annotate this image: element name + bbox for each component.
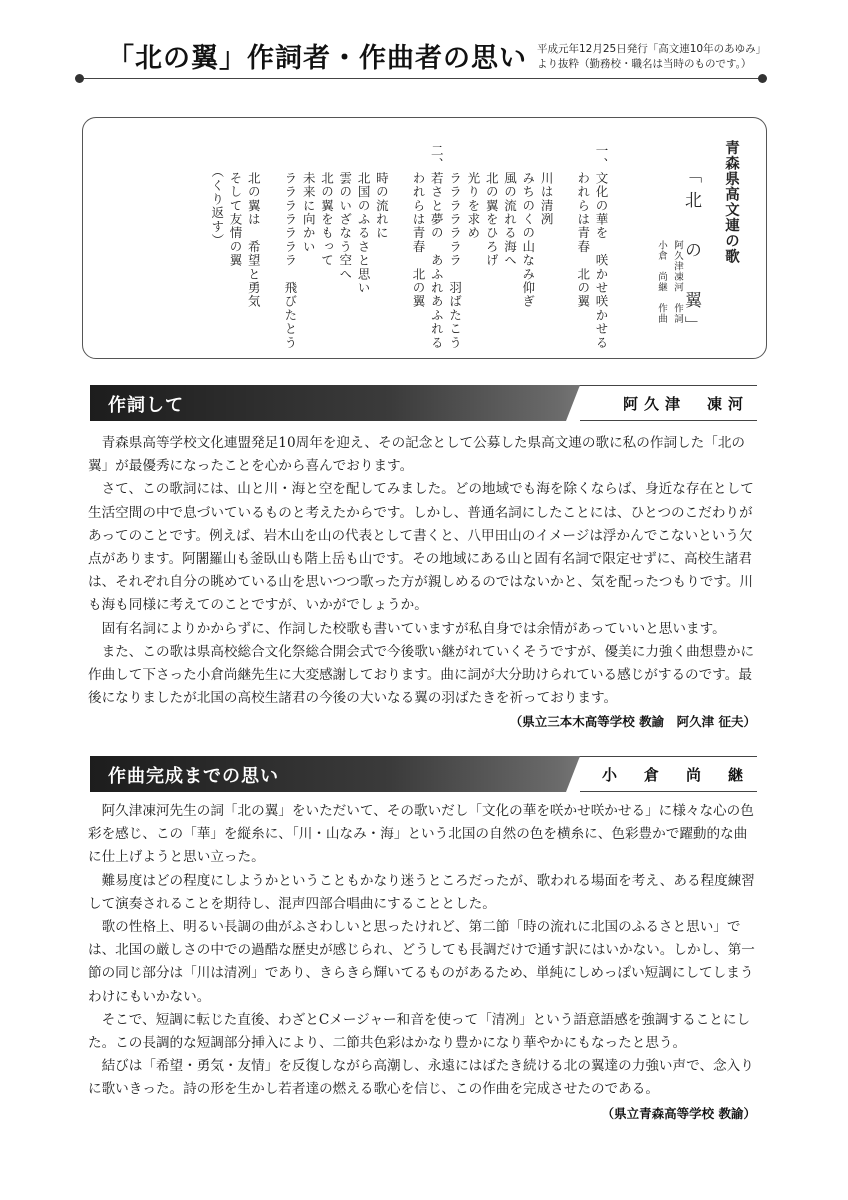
verse-line: 時の流れに [374,144,390,240]
verse-line: われらは青春 北の翼 [411,144,426,309]
verse-line: 風の流れる海へ [502,144,518,268]
paragraph: 結びは「希望・勇気・友情」を反復しながら高潮し、永遠にはばたき続ける北の翼達の力強い声で、念入りに歌いきった。詩の形を生かし若者達の燃える歌心を信じ、この作曲を完成させたのである。 [88,1058,754,1098]
paragraph: 歌の性格上、明るい長調の曲がふさわしいと思ったけれど、第二節「時の流れに北国のふるさと思い」では、北国の厳しさの中での過酷な歴史が感じられ、どうしても長調だけで通す訳にはいかない。しかし、第一節の同じ部分は「川は清冽」であり、きらきら輝いてるものがあるため、単純にしめっぽい短調にしてしまうわけにもいかない。 [88,919,755,1005]
section-body-lyricist [88,432,760,710]
paragraph: 難易度はどの程度にしようかということもかなり迷うところだったが、歌われる場面を考え、ある程度練習して演奏されることを期待し、混声四部合唱曲にすることとした。 [88,872,755,912]
page-header [75,36,775,96]
verse-line: 光りを求め [465,144,481,240]
verse-line: 雲のいざなう空へ [337,144,353,281]
paragraph: さて、この歌詞には、山と川・海と空を配してみました。どの地域でも海を除くならば、身近な存在として生活空間の中で息づいているものと考えたからです。しかし、普通名詞にしたことには、ひとつのこだわりがあってのことです。例えば、岩木山を山の代表として書くと、八甲田山のイメージは浮かんでこないという欠点があります。阿闍羅山も釜臥山も階上岳も山です。その地域にある山と固有名詞で限定せずに、高校生諸君は、それぞれ自分の眺めている山を思いつつ歌った方が親しめるのではないかと、気を配ったつもりです。川も海も同様に考えてのことですが、いかがでしょうか。 [88,481,754,614]
song-title: 「北 の 翼」 [681,166,701,341]
author-box-composer [579,756,757,792]
section-bar-lyricist [90,385,757,421]
verse-line: 北国のふるさと思い [356,144,372,295]
source-note-line2: より抜粋（勤務校・職名は当時のものです。） [537,58,752,70]
source-note [537,42,766,72]
verse-line: ラララララララ 羽ばたこう [447,144,463,350]
signature-lyricist: （県立三本木高等学校 教諭 阿久津 征夫） [509,714,756,729]
song-lyrics-box [82,117,767,359]
song-heading: 青森県高文連の歌 [723,140,739,264]
section-author-composer: 小 倉 尚 継 [601,766,749,784]
paragraph: そこで、短調に転じた直後、わざとCメージャー和音を使って「清冽」という語意語感を強調することにした。この長調的な短調部分挿入により、二節共色彩はかなり豊かになり華やかにもなったと思う。 [88,1011,751,1052]
section-author-lyricist: 阿久津 凍河 [622,395,749,413]
signature-composer: （県立青森高等学校 教諭） [601,1106,756,1121]
section-bar-composer [90,756,757,792]
verse-line: ラララララララ 飛びたとう [282,144,298,350]
header-rule-dot-right [758,74,767,83]
section-title-composer: 作曲完成までの思い [108,766,279,787]
verse-line: 二、若さと夢の あふれあふれる [429,144,445,350]
paragraph: 青森県高等学校文化連盟発足10周年を迎え、その記念として公募した県高文連の歌に私の作詞した「北の翼」が最優秀になったことを心から喜んでおります。 [88,435,746,475]
verse-line: 北の翼をもって [319,144,335,268]
section-body-composer [88,800,760,1102]
header-rule-dot-left [75,74,84,83]
verse-line: 未来に向かい [301,144,317,254]
verse-line: 川は清冽 [539,144,555,227]
page-title: 「北の翼」作詞者・作曲者の思い [107,43,527,74]
header-rule [79,78,762,79]
verse-line: 北の翼は 希望と勇気 [246,144,262,309]
verse-line: （くり返す） [209,144,225,248]
paragraph: 阿久津凍河先生の詞「北の翼」をいただいて、その歌いだし「文化の華を咲かせ咲かせる」に様々な心の色彩を感じ、この「華」を縦糸に、「川・山なみ・海」という北国の自然の色を横糸に、色彩豊かで躍動的な曲に仕上げようと思い立った。 [88,803,754,866]
verse-line: われらは青春 北の翼 [575,144,591,309]
verse-line: 一、文化の華を 咲かせ咲かせる [594,144,609,350]
song-composer: 小倉 尚継 作曲 [656,240,667,324]
section-title-lyricist: 作詞して [108,395,184,416]
paragraph: また、この歌は県高校総合文化祭総合開会式で今後歌い継がれていくそうですが、優美に力強く曲想豊かに作曲して下さった小倉尚継先生に大変感謝しております。曲に詞が大分助けられている感じがするのです。最後になりましたが北国の高校生諸君の今後の大いなる翼の羽ばたきを祈っております。 [88,643,755,707]
verse-line: 北の翼をひろげ [484,144,500,268]
source-note-line1: 平成元年12月25日発行「高文連10年のあゆみ」 [537,43,767,55]
song-lyricist: 阿久津凍河 作詞 [672,240,683,324]
paragraph: 固有名詞によりかからずに、作詞した校歌も書いていますが私自身では余情があっていいと思います。 [101,620,726,637]
verse-line: そして友情の翼 [228,144,243,268]
verse-line: みちのくの山なみ仰ぎ [520,144,536,309]
author-box-lyricist [579,385,757,421]
